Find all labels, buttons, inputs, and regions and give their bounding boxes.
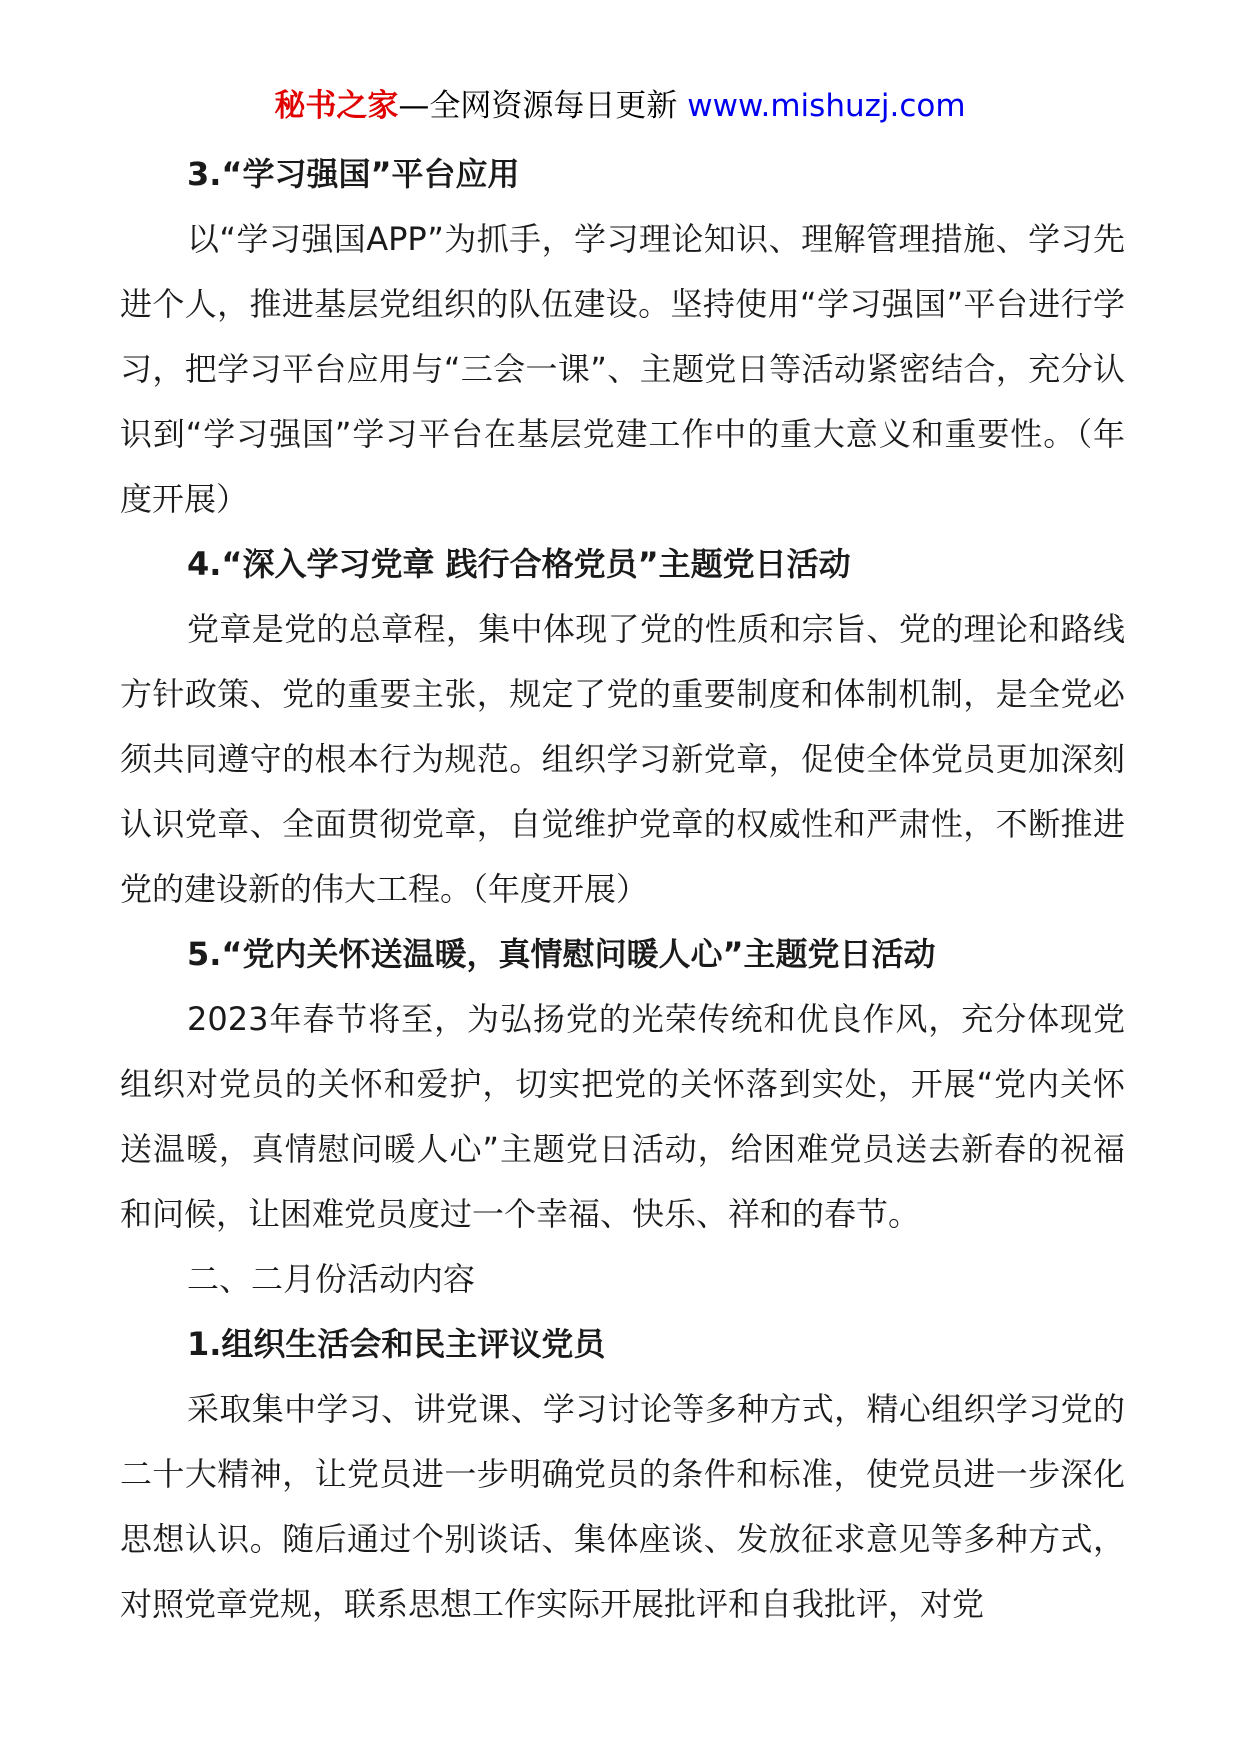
paragraph-5: 2023年春节将至，为弘扬党的光荣传统和优良作风，充分体现党组织对党员的关怀和爱护，切实把党的关怀落到实处，开展“党内关怀送温暖，真情慰问暖人心”主题党日活动，给困难党员送去新春的祝福和问候，让困难党员度过一个幸福、快乐、祥和的春节。	[120, 1000, 1125, 1233]
section-heading-3: 3.“学习强国”平台应用	[187, 155, 520, 193]
section-heading-5: 5.“党内关怀送温暖，真情慰问暖人心”主题党日活动	[187, 935, 936, 973]
document-body	[120, 142, 1125, 1637]
header-tagline: —全网资源每日更新	[398, 88, 678, 124]
section-heading-4: 4.“深入学习党章 践行合格党员”主题党日活动	[187, 545, 851, 583]
site-url-link[interactable]: www.mishuzj.com	[687, 88, 966, 124]
paragraph-4: 党章是党的总章程，集中体现了党的性质和宗旨、党的理论和路线方针政策、党的重要主张，规定了党的重要制度和体制机制，是全党必须共同遵守的根本行为规范。组织学习新党章，促使全体党员更加深刻认识党章、全面贯彻党章，自觉维护党章的权威性和严肃性，不断推进党的建设新的伟大工程。（年度开展）	[120, 610, 1125, 908]
section-heading-feb-1: 1.组织生活会和民主评议党员	[187, 1325, 606, 1363]
paragraph-3: 以“学习强国APP”为抓手，学习理论知识、理解管理措施、学习先进个人，推进基层党组织的队伍建设。坚持使用“学习强国”平台进行学习，把学习平台应用与“三会一课”、主题党日等活动紧密结合，充分认识到“学习强国”学习平台在基层党建工作中的重大意义和重要性。（年度开展）	[120, 220, 1125, 518]
site-header	[0, 86, 1240, 126]
paragraph-feb-1: 采取集中学习、讲党课、学习讨论等多种方式，精心组织学习党的二十大精神，让党员进一步明确党员的条件和标准，使党员进一步深化思想认识。随后通过个别谈话、集体座谈、发放征求意见等多种方式，对照党章党规，联系思想工作实际开展批评和自我批评，对党	[120, 1390, 1125, 1623]
brand-name: 秘书之家	[274, 88, 399, 124]
chapter-heading-february: 二、二月份活动内容	[187, 1260, 476, 1298]
